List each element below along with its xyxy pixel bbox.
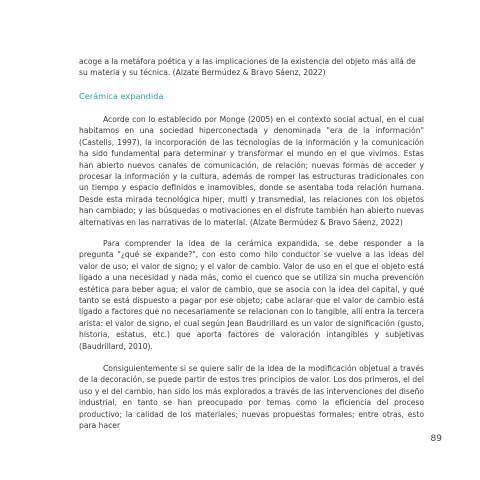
- body-paragraph-1: Acorde con lo establecido por Monge (2005) en el contexto social actual, en el cual habitamos en una sociedad hiperconectada y denominada "era de la información" (Castells, 1997), la incorporación de las tecnologías de la información y la comunicación ha sido fundamental para determinar y transformar el mundo en el que vivimos. Estas han abierto nuevos canales de comunicación, de relación; nuevas formas de acceder y procesar la información y la cultura, además de romper las estructuras tradicionales con un tiempo y espacio definidos e inamovibles, donde se asentaba toda relación humana. Desde esta mirada tecnológica hiper, multi y transmedial, las relaciones con los objetos han cambiado; y las búsquedas o motivaciones en el disfrute también han abierto nuevas alternativas en las narrativas de lo material. (Alzate Bermúdez & Bravo Sáenz, 2022): [79, 115, 424, 227]
- block-quote: acoge a la metáfora poética y a las implicaciones de la existencia del objeto más allá de su materia y su técnica. (Alzate Bermúdez & Bravo Sáenz, 2022): [79, 57, 416, 78]
- body-paragraph-2: Para comprender la idea de la cerámica expandida, se debe responder a la pregunta "¿qué se expande?", con esto como hilo conductor se vuelve a las ideas del valor de uso; el valor de signo; y el valor de cambio. Valor de uso en el que el objeto está ligado a una necesidad y nada más, como el cuenco que se utiliza sin mucha prevención estética para beber agua; el valor de cambio, que se asocia con la idea del capital, y qué tanto se está dispuesto a pagar por ese objeto; cabe aclarar que el valor de cambio está ligado a factores que no necesariamente se relacionan con lo tangible, allí entra la tercera arista: el valor de signo, el cual según Jean Baudrillard es un valor de significación (gusto, historia, estatus, etc.) que aporta factores de valoración intangibles y subjetivas (Baudrillard, 2010).: [79, 239, 424, 351]
- body-paragraph-3: Consiguientemente si se quiere salir de la idea de la modificación objetual a través de la decoración, se puede partir de estos tres principios de valor. Los dos primeros, el del uso y el del cambio, han sido los más explorados a través de las intervenciones del diseño industrial, en tanto se han preocupado por temas como la eficiencia del proceso productivo; la calidad de los materiales; nuevas propuestas formales; entre otras, esto para hacer: [79, 364, 424, 431]
- section-heading: Cerámica expandida: [79, 91, 164, 101]
- page-number: 89: [430, 434, 442, 444]
